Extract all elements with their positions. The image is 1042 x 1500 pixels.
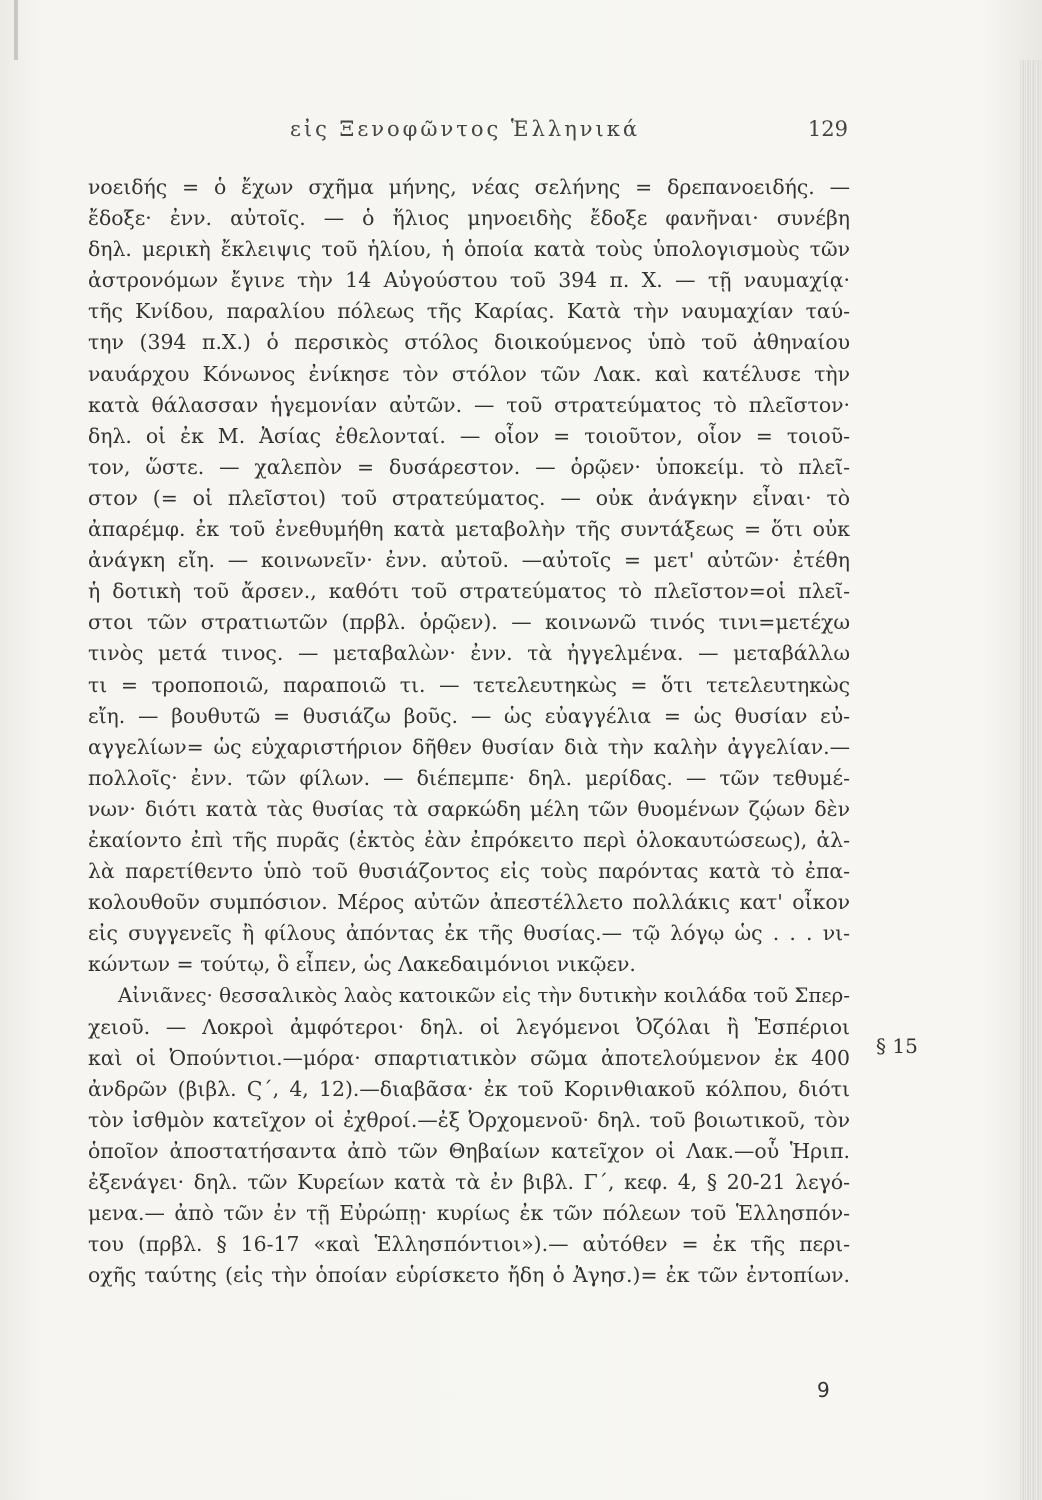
- text-line: τῆς Κνίδου, παραλίου πόλεως τῆς Καρίας. Κατὰ τὴν ναυμαχίαν ταύ-: [88, 299, 850, 324]
- text-line: δηλ. μερικὴ ἔκλειψις τοῦ ἡλίου, ἡ ὁποία κατὰ τοὺς ὑπολογισμοὺς τῶν: [88, 237, 850, 262]
- text-line: την (394 π.Χ.) ὁ περσικὸς στόλος διοικούμενος ὑπὸ τοῦ ἀθηναίου: [88, 330, 850, 355]
- text-line: στον (= οἱ πλεῖστοι) τοῦ στρατεύματος. — οὐκ ἀνάγκην εἶναι· τὸ: [88, 485, 850, 510]
- text-line: νων· διότι κατὰ τὰς θυσίας τὰ σαρκώδη μέλη τῶν θυομένων ζῴων δὲν: [88, 796, 850, 821]
- text-line: ἀνδρῶν (βιβλ. Ϛ΄, 4, 12).—διαβᾶσα· ἐκ τοῦ Κορινθιακοῦ κόλπου, διότι: [88, 1076, 850, 1101]
- text-line: του (πρβλ. § 16-17 «καὶ Ἑλλησπόντιοι»).— αὐτόθεν = ἐκ τῆς περι-: [88, 1232, 850, 1257]
- text-line: οχῆς ταύτης (εἰς τὴν ὁποίαν εὑρίσκετο ἤδη ὁ Ἀγησ.)= ἐκ τῶν ἐντοπίων.: [88, 1263, 850, 1288]
- text-line: ἔδοξε· ἐνν. αὐτοῖς. — ὁ ἥλιος μηνοειδὴς ἔδοξε φανῆναι· συνέβη: [88, 206, 850, 231]
- text-line: μενα.— ἀπὸ τῶν ἐν τῇ Εὐρώπῃ· κυρίως ἐκ τῶν πόλεων τοῦ Ἑλλησπόν-: [88, 1201, 850, 1226]
- text-line: χειοῦ. — Λοκροὶ ἀμφότεροι· δηλ. οἱ λεγόμενοι Ὀζόλαι ἢ Ἑσπέριοι: [88, 1014, 850, 1039]
- text-line: τι = τροποποιῶ, παραποιῶ τι. — τετελευτηκὼς = ὅτι τετελευτηκὼς: [88, 672, 850, 697]
- text-line: ἀπαρέμφ. ἐκ τοῦ ἐνεθυμήθη κατὰ μεταβολὴν τῆς συντάξεως = ὅτι οὐκ: [88, 517, 850, 542]
- text-line: ἡ δοτικὴ τοῦ ἄρσεν., καθότι τοῦ στρατεύματος τὸ πλεῖστον=οἱ πλεῖ-: [88, 579, 850, 604]
- commentary-text: [88, 172, 850, 1291]
- text-line: πολλοῖς· ἐνν. τῶν φίλων. — διέπεμπε· δηλ. μερίδας. — τῶν τεθυμέ-: [88, 765, 850, 790]
- text-line: ἐκαίοντο ἐπὶ τῆς πυρᾶς (ἐκτὸς ἐὰν ἐπρόκειτο περὶ ὁλοκαυτώσεως), ἀλ-: [88, 827, 850, 852]
- text-line: ὁποῖον ἀποστατήσαντα ἀπὸ τῶν Θηβαίων κατεῖχον οἱ Λακ.—οὗ Ἡριπ.: [88, 1138, 850, 1163]
- text-line: τον, ὥστε. — χαλεπὸν = δυσάρεστον. — ὁρῷεν· ὑποκείμ. τὸ πλεῖ-: [88, 454, 850, 479]
- text-line: ἀστρονόμων ἔγινε τὴν 14 Αὐγούστου τοῦ 394 π. Χ. — τῇ ναυμαχίᾳ·: [88, 268, 850, 293]
- text-line: κώντων = τούτῳ, ὃ εἶπεν, ὡς Λακεδαιμόνιοι νικῷεν.: [88, 952, 636, 977]
- text-line: δηλ. οἱ ἐκ Μ. Ἀσίας ἐθελονταί. — οἷον = τοιοῦτον, οἷον = τοιοῦ-: [88, 423, 850, 448]
- section-marker: § 15: [876, 1034, 918, 1058]
- text-line: λὰ παρετίθεντο ὑπὸ τοῦ θυσιάζοντος εἰς τοὺς παρόντας κατὰ τὸ ἐπα-: [88, 859, 850, 884]
- text-line: Αἰνιᾶνες· θεσσαλικὸς λαὸς κατοικῶν εἰς τὴν δυτικὴν κοιλάδα τοῦ Σπερ-: [118, 984, 850, 1008]
- text-line: ναυάρχου Κόνωνος ἐνίκησε τὸν στόλον τῶν Λακ. καὶ κατέλυσε τὴν: [88, 361, 850, 386]
- text-line: ἀνάγκη εἴη. — κοινωνεῖν· ἐνν. αὐτοῦ. —αὐτοῖς = μετ' αὐτῶν· ἐτέθη: [88, 548, 850, 573]
- running-head: [240, 117, 848, 147]
- text-line: τὸν ἰσθμὸν κατεῖχον οἱ ἐχθροί.—ἐξ Ὀρχομενοῦ· δηλ. τοῦ βοιωτικοῦ, τὸν: [88, 1107, 850, 1132]
- page-number: 129: [807, 117, 848, 141]
- text-line: καὶ οἱ Ὀπούντιοι.—μόρα· σπαρτιατικὸν σῶμα ἀποτελούμενον ἐκ 400: [88, 1045, 850, 1070]
- text-line: εἴη. — βουθυτῶ = θυσιάζω βοῦς. — ὡς εὐαγγέλια = ὡς θυσίαν εὐ-: [88, 703, 850, 728]
- signature-mark: 9: [817, 1378, 830, 1402]
- text-line: εἰς συγγενεῖς ἢ φίλους ἀπόντας ἐκ τῆς θυσίας.— τῷ λόγῳ ὡς . . . νι-: [88, 921, 850, 946]
- text-line: αγγελίων= ὡς εὐχαριστήριον δῆθεν θυσίαν διὰ τὴν καλὴν ἀγγελίαν.—: [88, 734, 850, 759]
- text-line: ἐξενάγει· δηλ. τῶν Κυρείων κατὰ τὰ ἐν βιβλ. Γ΄, κεφ. 4, § 20-21 λεγό-: [88, 1170, 850, 1194]
- text-line: νοειδής = ὁ ἔχων σχῆμα μήνης, νέας σελήνης = δρεπανοειδής. —: [88, 175, 850, 199]
- page-fold-shadow: [14, 0, 18, 60]
- text-line: στοι τῶν στρατιωτῶν (πρβλ. ὁρῷεν). — κοινωνῶ τινός τινι=μετέχω: [88, 610, 850, 635]
- text-line: τινὸς μετά τινος. — μεταβαλὼν· ἐνν. τὰ ἠγγελμένα. — μεταβάλλω: [88, 641, 850, 666]
- text-line: κατὰ θάλασσαν ἡγεμονίαν αὐτῶν. — τοῦ στρατεύματος τὸ πλεῖστον·: [88, 392, 850, 417]
- page-edge-stack: [1020, 60, 1042, 1500]
- text-line: κολουθοῦν συμπόσιον. Μέρος αὐτῶν ἀπεστέλλετο πολλάκις κατ' οἶκον: [88, 890, 850, 915]
- running-title: εἰς Ξενοφῶντος Ἑλληνικά: [290, 117, 641, 141]
